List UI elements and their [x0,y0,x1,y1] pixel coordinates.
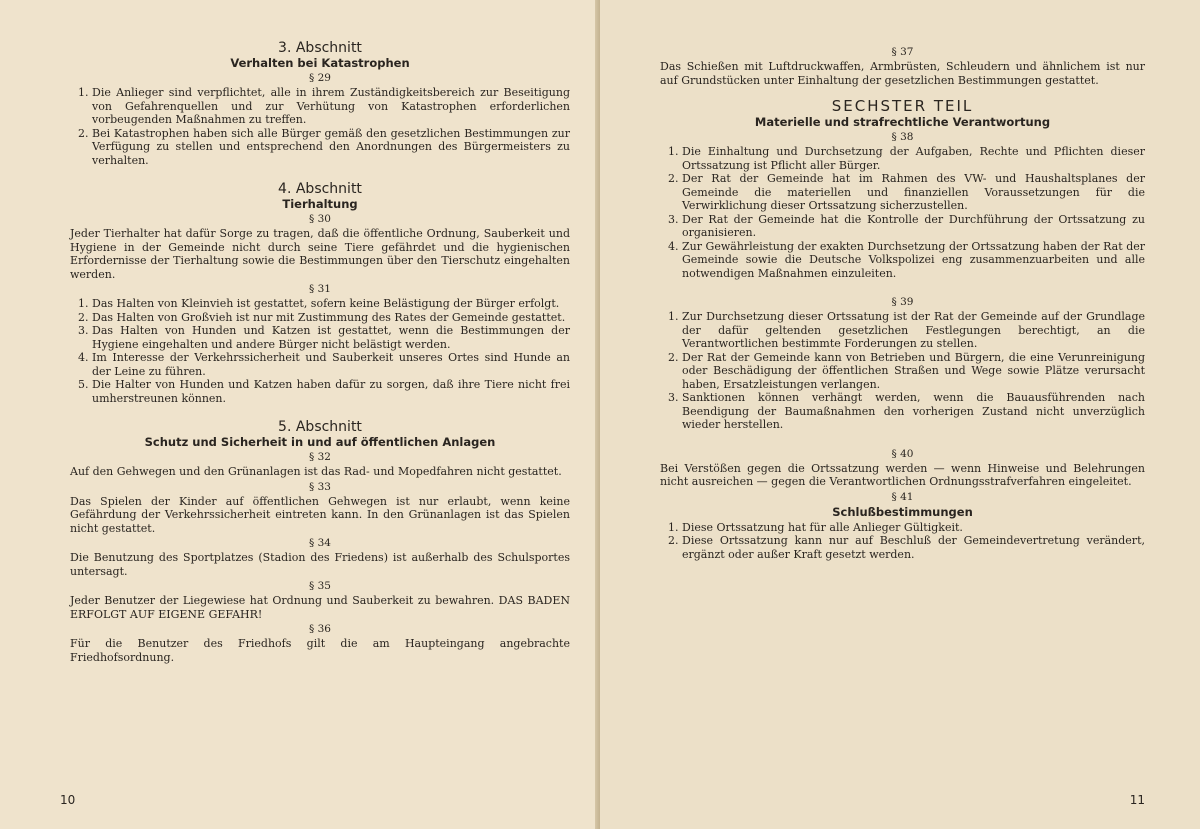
part-subtitle: Materielle und strafrechtliche Verantwortung [754,115,1051,129]
page-number: 10 [60,793,76,807]
section-4-subtitle: Tierhaltung [282,197,358,211]
paragraph-33-heading: § 33 [309,480,331,493]
paragraph-30-text: Jeder Tierhalter hat dafür Sorge zu tragen, daß die öffentliche Ordnung, Sauberkeit und Hygiene in der Gemeinde nicht durch seine Tiere gefährdet und die hygienischen Erfordernisse der Tierhaltung sowie die Bestimmungen über den Tierschutz eingehalten werden. [70,227,570,281]
part-title: SECHSTER TEIL [831,97,974,115]
paragraph-29-list [70,86,570,167]
paragraph-29-heading: § 29 [309,72,331,84]
paragraph-31-list [70,297,570,405]
right-page [600,0,1200,829]
paragraph-40-heading: § 40 [891,447,914,460]
paragraph-35-text: Jeder Benutzer der Liegewiese hat Ordnung und Sauberkeit zu bewahren. DAS BADEN ERFOLGT AUF EIGENE GEFAHR! [70,594,570,621]
list-item: 2. Bei Katastrophen haben sich alle Bürger gemäß den gesetzlichen Bestimmungen zur Verfügung zu stellen und entsprechend den Anordnungen des Bürgermeisters zu verhalten. [92,127,570,168]
page-number: 11 [1129,793,1145,807]
list-item: 1. Das Halten von Kleinvieh ist gestattet, sofern keine Belästigung der Bürger erfolgt. [92,297,570,311]
list-item: 2. Der Rat der Gemeinde hat im Rahmen des VW- und Haushaltsplanes der Gemeinde die materiellen und finanziellen Voraussetzungen für die Verwirklichung dieser Ortssatzung sicherzustellen. [682,172,1145,213]
list-item: 4. Zur Gewährleistung der exakten Durchsetzung der Ortssatzung haben der Rat der Gemeinde sowie die Deutsche Volkspolizei eng zusammenzuarbeiten und alle notwendigen Maßnahmen einzuleiten. [682,240,1145,281]
paragraph-38-heading: § 38 [891,131,914,143]
paragraph-41-heading: § 41 [891,490,914,503]
paragraph-33-text: Das Spielen der Kinder auf öffentlichen Gehwegen ist nur erlaubt, wenn keine Gefährdung der Verkehrssicherheit eintreten kann. In den Grünanlagen ist das Spielen nicht gestattet. [70,494,570,535]
paragraph-39-list [660,310,1145,432]
list-item: 3. Der Rat der Gemeinde hat die Kontrolle der Durchführung der Ortssatzung zu organisieren. [682,213,1145,240]
paragraph-41-subtitle: Schlußbestimmungen [832,504,973,519]
list-item: 3. Sanktionen können verhängt werden, wenn die Bauausführenden nach Beendigung der Baumaßnahmen den vorherigen Zustand nicht unverzüglich wieder herstellen. [682,391,1145,432]
list-item: 1. Die Anlieger sind verpflichtet, alle in ihrem Zuständigkeitsbereich zur Beseitigung von Gefahrenquellen und zur Verhütung von Katastrophen erforderlichen vorbeugenden Maßnahmen zu treffen. [92,86,570,127]
paragraph-34-text: Die Benutzung des Sportplatzes (Stadion des Friedens) ist außerhalb des Schulsportes untersagt. [70,551,570,578]
paragraph-40-text: Bei Verstößen gegen die Ortssatzung werden — wenn Hinweise und Belehrungen nicht ausreichen — gegen die Verantwortlichen Ordnungsstrafverfahren eingeleitet. [660,461,1145,488]
paragraph-39-heading: § 39 [891,296,914,308]
paragraph-30-heading: § 30 [309,213,331,225]
section-3-subtitle: Verhalten bei Katastrophen [230,56,410,70]
list-item: 3. Das Halten von Hunden und Katzen ist gestattet, wenn die Bestimmungen der Hygiene eingehalten und andere Bürger nicht belästigt werden. [92,324,570,351]
paragraph-36-heading: § 36 [309,623,331,635]
list-item: 2. Das Halten von Großvieh ist nur mit Zustimmung des Rates der Gemeinde gestattet. [92,311,570,325]
section-4-title: 4. Abschnitt [278,181,362,197]
list-item: 1. Zur Durchsetzung dieser Ortssatung ist der Rat der Gemeinde auf der Grundlage der dafür geltenden gesetzlichen Festlegungen berechtigt, an die Verantwortlichen bestimmte Forderungen zu stellen. [682,310,1145,351]
section-3-title: 3. Abschnitt [278,40,362,56]
paragraph-35-heading: § 35 [309,580,331,592]
paragraph-36-text: Für die Benutzer des Friedhofs gilt die am Haupteingang angebrachte Friedhofsordnung. [70,637,570,664]
section-5-title: 5. Abschnitt [278,419,362,435]
paragraph-38-list [660,145,1145,280]
list-item: 2. Diese Ortssatzung kann nur auf Beschluß der Gemeindevertretung verändert, ergänzt oder außer Kraft gesetzt werden. [682,534,1145,561]
paragraph-37-heading: § 37 [891,46,914,58]
list-item: 1. Diese Ortssatzung hat für alle Anlieger Gültigkeit. [682,521,1145,535]
list-item: 2. Der Rat der Gemeinde kann von Betrieben und Bürgern, die eine Verunreinigung oder Beschädigung der öffentlichen Straßen und Wege sowie Plätze verursacht haben, Ersatzleistungen verlangen. [682,351,1145,392]
list-item: 5. Die Halter von Hunden und Katzen haben dafür zu sorgen, daß ihre Tiere nicht frei umherstreunen können. [92,378,570,405]
list-item: 1. Die Einhaltung und Durchsetzung der Aufgaben, Rechte und Pflichten dieser Ortssatzung ist Pflicht aller Bürger. [682,145,1145,172]
paragraph-37-text: Das Schießen mit Luftdruckwaffen, Armbrüsten, Schleudern und ähnlichem ist nur auf Grundstücken unter Einhaltung der gesetzlichen Bestimmungen gestattet. [660,60,1145,87]
paragraph-32-heading: § 32 [309,451,331,463]
paragraph-31-heading: § 31 [309,283,331,295]
paragraph-34-heading: § 34 [309,537,331,549]
list-item: 4. Im Interesse der Verkehrssicherheit und Sauberkeit unseres Ortes sind Hunde an der Leine zu führen. [92,351,570,378]
paragraph-41-list [660,521,1145,562]
paragraph-32-text: Auf den Gehwegen und den Grünanlagen ist das Rad- und Mopedfahren nicht gestattet. [70,465,562,478]
section-5-subtitle: Schutz und Sicherheit in und auf öffentlichen Anlagen [144,435,496,449]
